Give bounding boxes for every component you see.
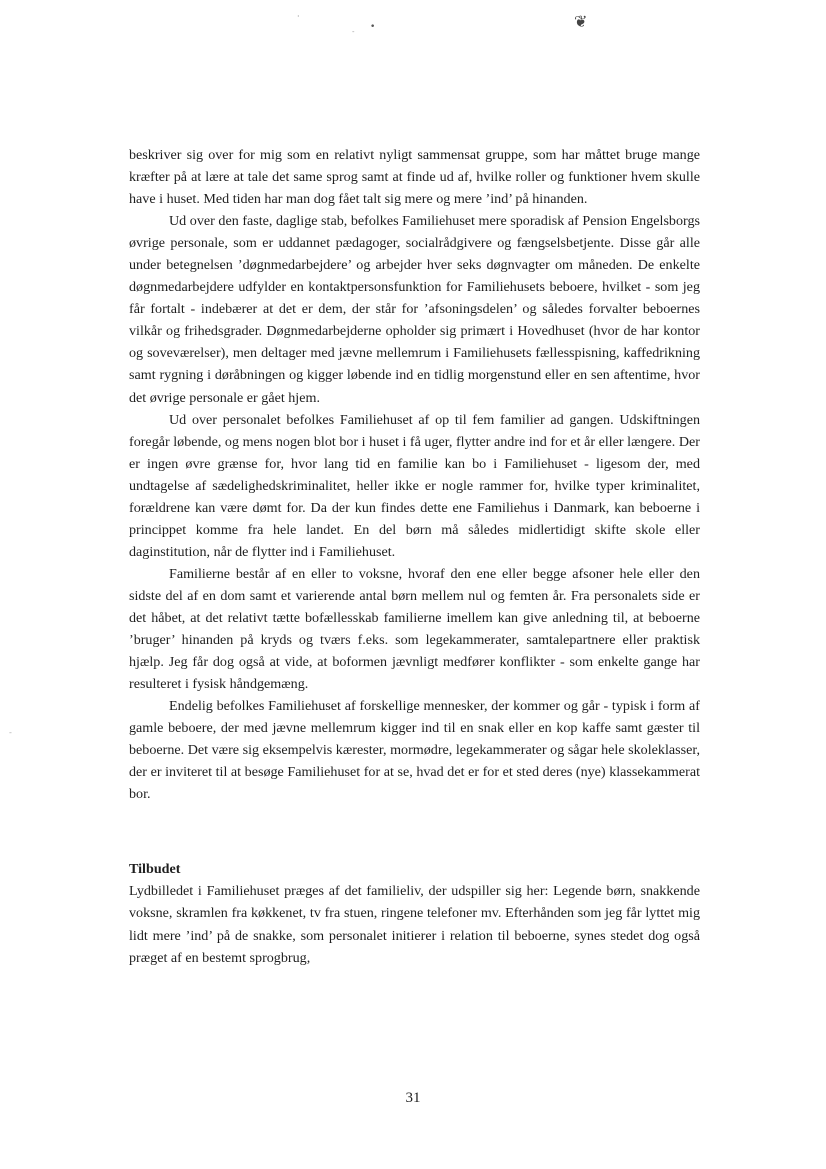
scan-speck: • [370,22,376,32]
scan-speck: - [9,728,12,737]
paragraph-continued: beskriver sig over for mig som en relativt nyligt sammensat gruppe, som har måttet bruge mange kræfter på at lære at tale det same sprog samt at finde ud af, hvilke roller og funktioner hvem skulle have i huset. Med tiden har man dog fået talt sig mere og mere ’ind’ på hinanden. [129,147,700,208]
paragraph-section-intro: Lydbilledet i Familiehuset præges af det familieliv, der udspiller sig her: Legende børn, snakkende voksne, skramlen fra køkkenet, tv fra stuen, ringene telefoner mv. Efterhånden som jeg får lyttet mig lidt mere ’ind’ på de snakke, som personalet initierer i relation til beboerne, synes stedet dog også præget af en bestemt sprogbrug, [129,883,700,966]
paragraph-visitors: Endelig befolkes Familiehuset af forskellige mennesker, der kommer og går - typisk i form af gamle beboere, der med jævne mellemrum kigger ind til en snak eller en kop kaffe samt gæster til beboerne. Det være sig eksempelvis kærester, mormødre, legekammerater og sågar hele skoleklasser, der er inviteret til at besøge Familiehuset for at se, hvad det er for et sted deres (nye) klassekammerat bor. [129,698,700,803]
body-text [129,144,700,969]
scan-speck: - [352,28,355,36]
paragraph-family-composition: Familierne består af en eller to voksne, hvoraf den ene eller begge afsoner hele eller den sidste del af en dom samt et varierende antal børn mellem nul og femten år. Fra personalets side er det håbet, at det relativt tætte bofællesskab familierne imellem kan give anledning til, at beboerne ’bruger’ hinanden på kryds og tværs f.eks. som legekammerater, samtalepartnere eller praktisk hjælp. Jeg får dog også at vide, at boformen jævnligt medfører konflikter - som enkelte gange har resulteret i fysisk håndgemæng. [129,565,700,693]
scan-speck: · [297,12,300,21]
paragraph-families: Ud over personalet befolkes Familiehuset af op til fem familier ad gangen. Udskiftningen foregår løbende, og mens nogen blot bor i huset i få uger, flytter andre ind for et år eller længere. Der er ingen øvre grænse for, hvor lang tid en familie kan bo i Familiehuset - ligesom der, med undtagelse af sædelighedskriminalitet, heller ikke er nogle rammer for, hvilke typer kriminalitet, forældrene kan være dømt for. Da der kun findes dette ene Familiehus i Danmark, kan beboerne i princippet komme fra hele landet. En del børn må således midlertidigt skifte skole eller daginstitution, når de flytter ind i Familiehuset. [129,411,700,560]
scan-stamp-icon: ❦ [574,12,588,31]
paragraph-staff: Ud over den faste, daglige stab, befolkes Familiehuset mere sporadisk af Pension Engelsborgs øvrige personale, som er uddannet pædagoger, socialrådgivere og fængselsbetjente. Disse går alle under betegnelsen ’døgnmedarbejdere’ og arbejder hver seks døgnvagter om måneden. De enkelte døgnmedarbejdere udfylder en kontaktpersonsfunktion for Familiehusets beboere, hvilket - som jeg får fortalt - indebærer at det er dem, der står for ’afsoningsdelen’ og således forvalter beboernes vilkår og frihedsgrader. Døgnmedarbejderne opholder sig primært i Hovedhuset (hvor de har kontor og soveværelser), men deltager med jævne mellemrum i Familiehusets fællesspisning, kaffedrikning samt rygning i døråbningen og kigger løbende ind en tidlig morgenstund eller en sen aftentime, hvor det øvrige personale er gået hjem. [129,213,700,406]
page-number: 31 [405,1090,421,1106]
section-heading: Tilbudet [129,861,181,878]
